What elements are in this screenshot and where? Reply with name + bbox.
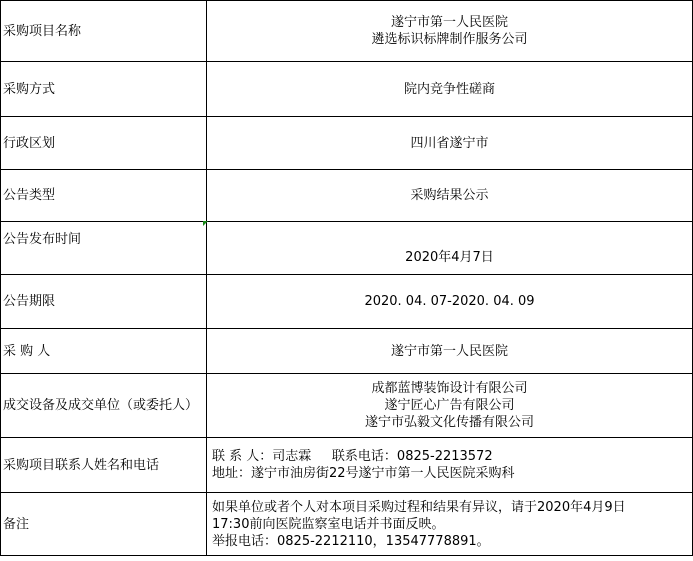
address-line: 地址：遂宁市油房街22号遂宁市第一人民医院采购科 <box>212 466 515 481</box>
contact-value <box>207 438 693 493</box>
procurement-method-value: 院内竞争性磋商 <box>207 62 693 117</box>
table-row <box>1 275 693 329</box>
contact-line: 联 系 人：司志霖 联系电话：0825-2213572 <box>212 449 493 464</box>
row-label: 采购项目联系人姓名和电话 <box>1 438 207 493</box>
row-label: 采购项目名称 <box>1 1 207 62</box>
remarks-line-3: 举报电话：0825-2212110，13547778891。 <box>212 533 490 549</box>
table-row <box>1 170 693 222</box>
remarks-line-2: 17:30前向医院监察室电话并书面反映。 <box>212 516 445 532</box>
table-row <box>1 62 693 117</box>
notice-period-value: 2020. 04. 07-2020. 04. 09 <box>207 275 693 329</box>
row-label: 公告发布时间 <box>1 222 207 275</box>
row-label: 行政区划 <box>1 117 207 170</box>
table-row <box>1 374 693 438</box>
table-row <box>1 222 693 275</box>
notice-type-value: 采购结果公示 <box>207 170 693 222</box>
supplier-2: 遂宁匠心广告有限公司 <box>384 398 515 413</box>
table-row <box>1 493 693 556</box>
row-label: 公告类型 <box>1 170 207 222</box>
row-label: 采购方式 <box>1 62 207 117</box>
table-row <box>1 1 693 62</box>
table-row <box>1 117 693 170</box>
supplier-1: 成都蓝博装饰设计有限公司 <box>371 381 528 396</box>
table-row <box>1 329 693 374</box>
winning-suppliers-value <box>207 374 693 438</box>
supplier-3: 遂宁市弘毅文化传播有限公司 <box>364 415 534 430</box>
project-name-line-2: 遴选标识标牌制作服务公司 <box>371 32 528 47</box>
row-label: 成交设备及成交单位（或委托人） <box>1 374 207 438</box>
project-name-line-1: 遂宁市第一人民医院 <box>390 15 508 30</box>
cell-comment-marker <box>203 221 208 226</box>
remarks-value <box>207 493 693 556</box>
region-value: 四川省遂宁市 <box>207 117 693 170</box>
row-label: 备注 <box>1 493 207 556</box>
row-label: 采 购 人 <box>1 329 207 374</box>
remarks-line-1: 如果单位或者个人对本项目采购过程和结果有异议，请于2020年4月9日 <box>212 499 626 515</box>
purchaser-value: 遂宁市第一人民医院 <box>207 329 693 374</box>
row-label: 公告期限 <box>1 275 207 329</box>
publish-date-value: 2020年4月7日 <box>207 222 693 275</box>
table-row <box>1 438 693 493</box>
row-value <box>207 1 693 62</box>
